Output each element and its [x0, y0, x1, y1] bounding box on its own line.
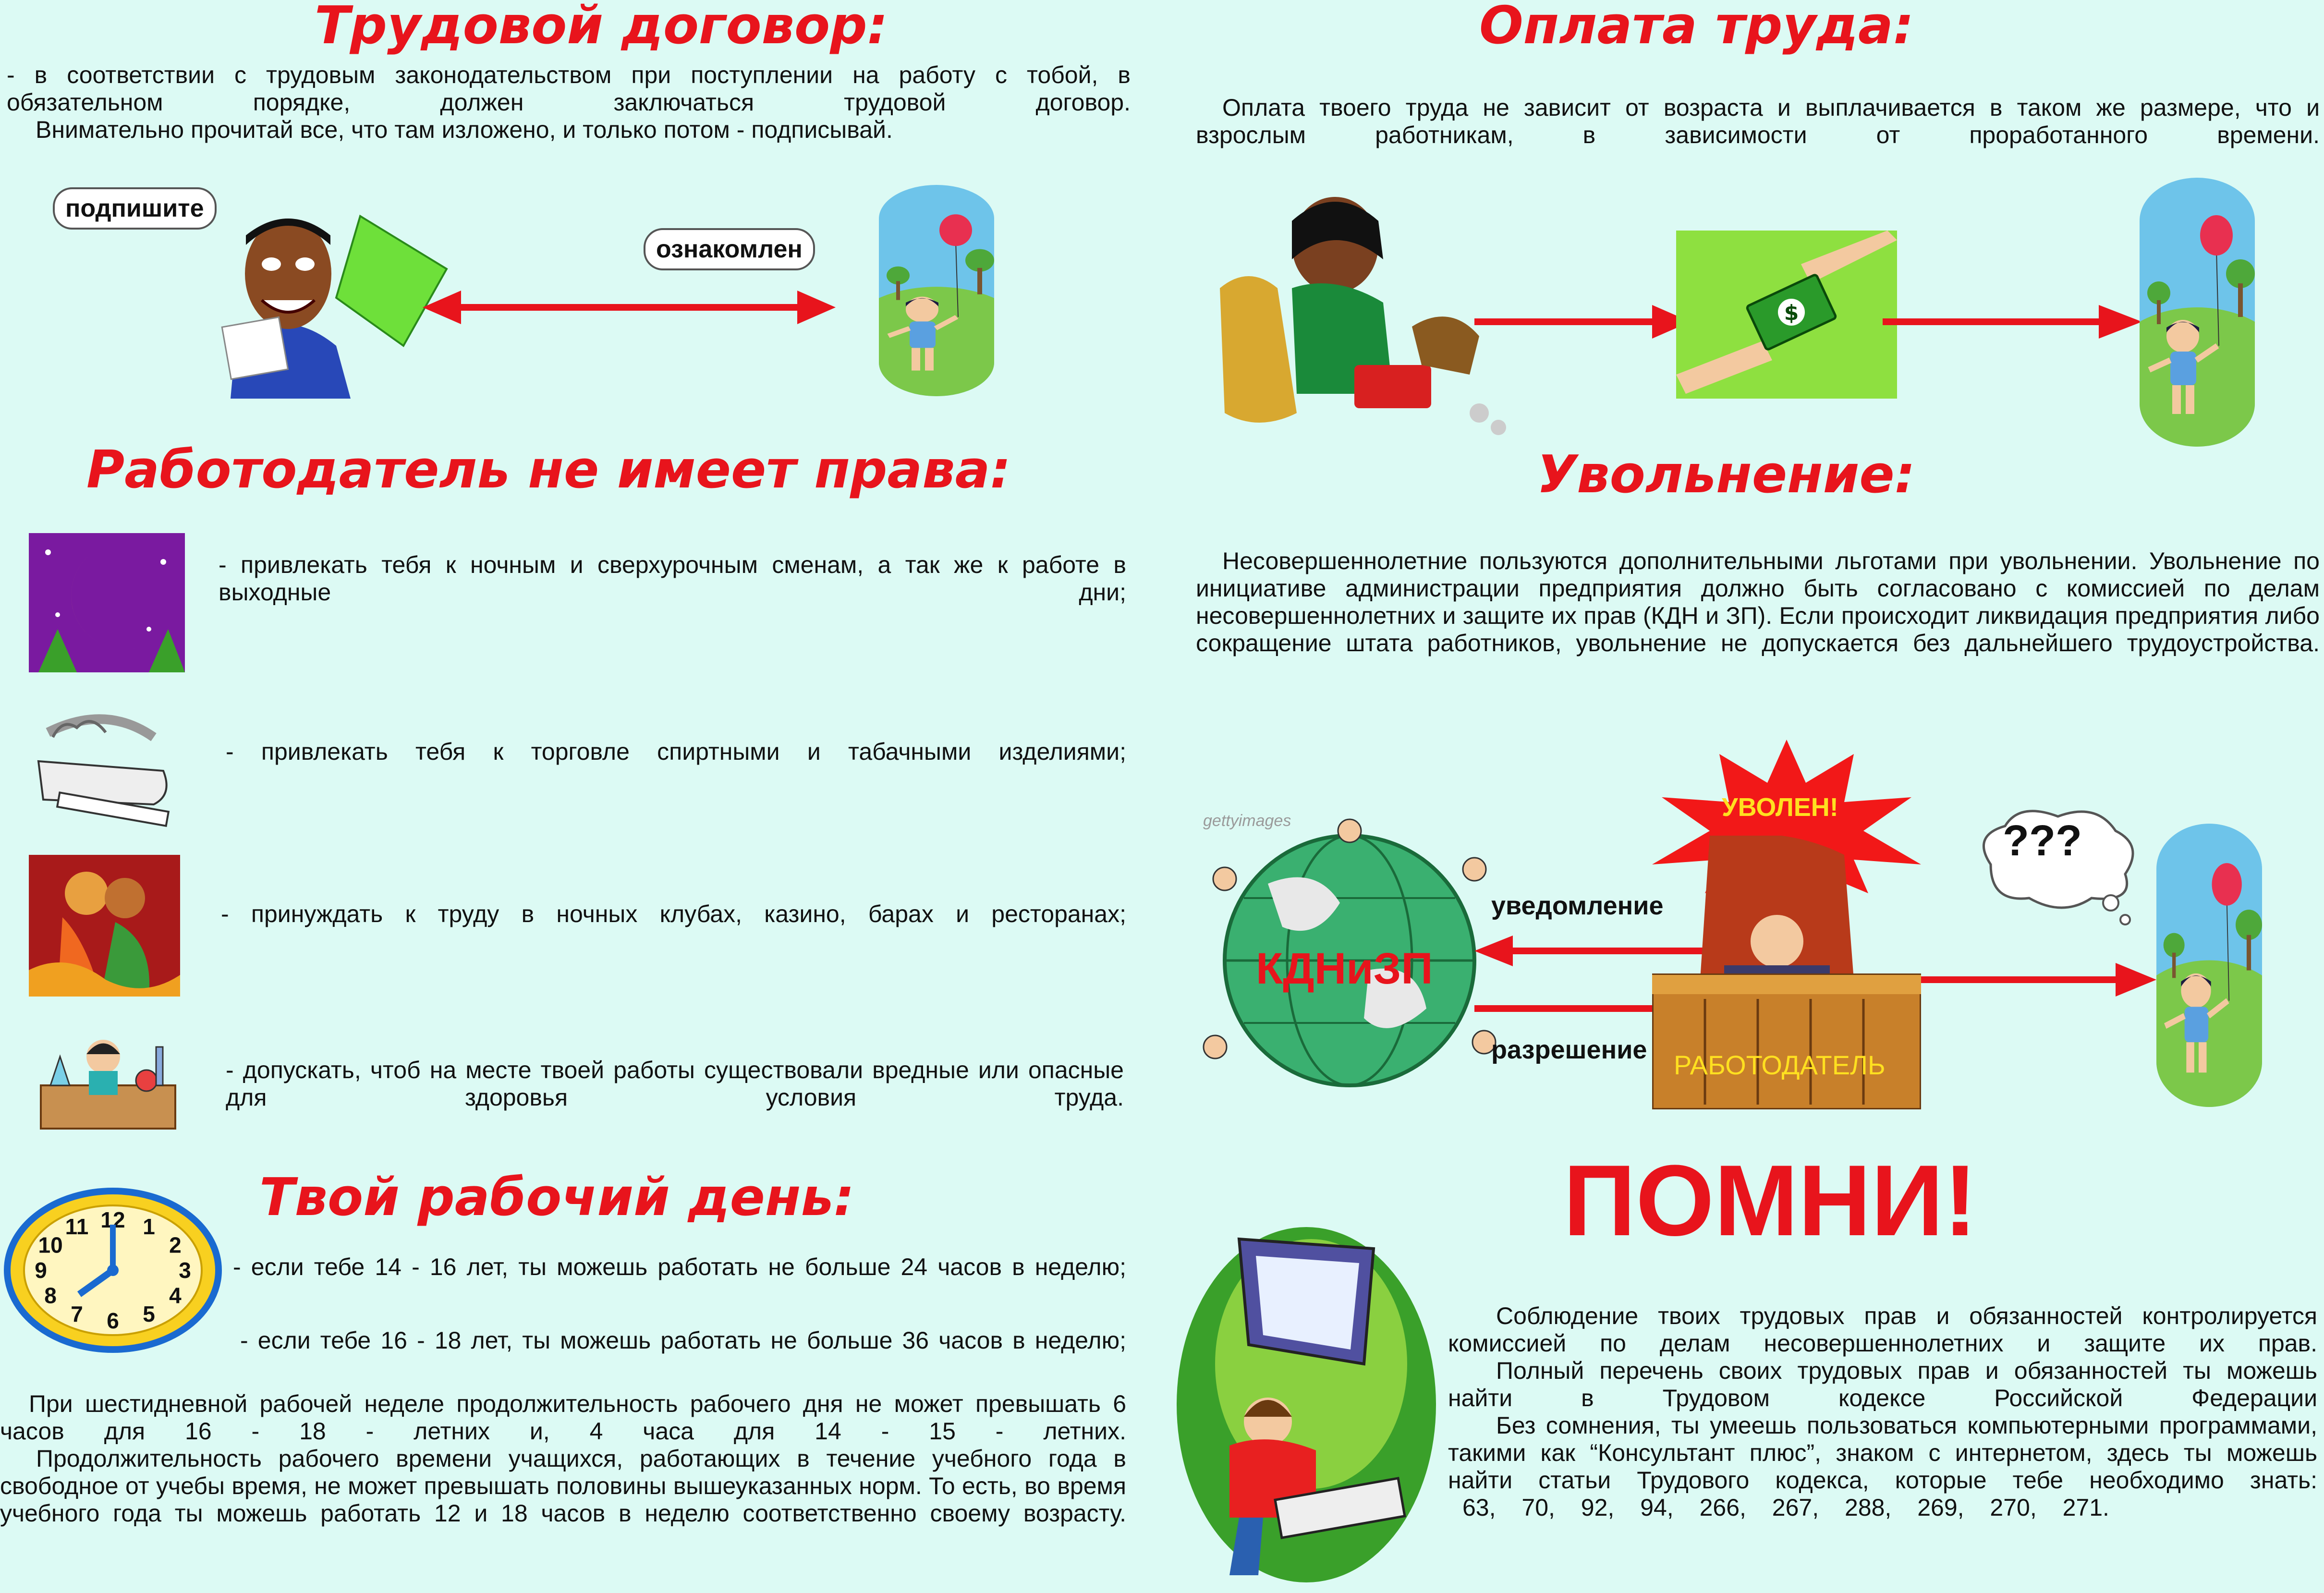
clock-number: 5 [143, 1301, 155, 1326]
employer-label: РАБОТОДАТЕЛЬ [1674, 1050, 1886, 1080]
woman-with-cash-register-icon [1210, 192, 1518, 442]
money-handover-icon [1676, 231, 1897, 399]
workday-text [0, 1390, 1126, 1527]
child-with-balloon-icon [2156, 824, 2262, 1107]
clock-number: 4 [169, 1283, 182, 1308]
dismissal-title: Увольнение: [1537, 445, 1915, 505]
alarm-clock-icon [2, 1186, 223, 1354]
employer-item-3: - принуждать к труду в ночных клубах, казино, барах и ресторанах; [221, 900, 1126, 927]
contract-title: Трудовой договор: [315, 0, 888, 56]
payment-arrow-1 [1474, 298, 1691, 346]
laboratory-icon [31, 1028, 180, 1136]
workday-item-2: - если тебе 16 - 18 лет, ты можешь работать не больше 36 часов в неделю; [240, 1327, 1126, 1354]
dismissal-arrow-to-child [1921, 958, 2156, 1001]
permission-label: разрешение [1491, 1035, 1647, 1064]
payment-arrow-2 [1883, 298, 2142, 346]
workday-text-3: При шестидневной рабочей неделе продолжительность рабочего дня не может превышать 6 часов для 16 - 18 - летних и, 4 часа для 14 - 15 - летних. [0, 1390, 1126, 1445]
payment-text: Оплата твоего труда не зависит от возраста и выплачивается в таком же размере, что и взрослым работникам, в зависимости от проработанного времени. [1196, 94, 2320, 148]
clock-number: 9 [35, 1258, 47, 1283]
cigarette-icon [29, 699, 185, 828]
clock-number: 8 [44, 1283, 57, 1308]
clock-number: 2 [169, 1232, 182, 1258]
remember-text-3: Без сомнения, ты умеешь пользоваться компьютерными программами, такими как “Консультант плюс”, знаком с интернетом, здесь ты можешь найти статьи Трудового кодекса, которые тебе необходимо знать: [1448, 1412, 2317, 1494]
sign-speech-bubble: подпишите [53, 187, 217, 230]
remember-text [1448, 1302, 2317, 1521]
contract-text [7, 61, 1131, 144]
fired-label: УВОЛЕН! [1722, 793, 1838, 822]
remember-text-2: Полный перечень своих трудовых прав и обязанностей ты можешь найти в Трудовом кодексе Российской Федерации [1448, 1357, 2317, 1411]
employer-item-4: - допускать, чтоб на месте твоей работы существовали вредные или опасные для здоровья условия труда. [226, 1057, 1124, 1111]
dancing-couple-icon [29, 855, 180, 997]
remember-text-1: Соблюдение твоих трудовых прав и обязанностей контролируется комиссией по делам несовершеннолетних и защите их прав. [1448, 1302, 2317, 1357]
gettyimages-watermark: gettyimages [1203, 812, 1291, 830]
workday-title: Твой рабочий день: [259, 1167, 854, 1228]
remember-title: ПОМНИ! [1563, 1144, 1977, 1257]
contract-text-1: - в соответствии с трудовым законодательством при поступлении на работу с тобой, в обязательном порядке, должен заключаться трудовой договор. [7, 61, 1131, 116]
child-at-computer-icon [1172, 1220, 1441, 1590]
contract-double-arrow [423, 283, 836, 331]
employer-title: Работодатель не имеет права: [86, 440, 1011, 500]
clock-number: 6 [107, 1308, 119, 1333]
payment-title: Оплата труда: [1479, 0, 1914, 56]
commission-label: КДНиЗП [1256, 944, 1433, 993]
contract-text-2: Внимательно прочитай все, что там изложено, и только потом - подписывай. [36, 116, 893, 143]
clock-number: 3 [179, 1258, 191, 1283]
clock-number: 7 [71, 1301, 83, 1326]
remember-articles: 63, 70, 92, 94, 266, 267, 288, 269, 270, 271. [1462, 1494, 2109, 1521]
moon-night-icon [29, 533, 185, 672]
notice-label: уведомление [1491, 891, 1664, 920]
clock-number: 1 [143, 1214, 155, 1240]
clock-number: 11 [65, 1214, 89, 1240]
employer-item-1: - привлекать тебя к ночным и сверхурочным сменам, а так же к работе в выходные дни; [219, 551, 1126, 606]
svg-text:$: $ [1784, 301, 1799, 325]
question-label: ??? [2003, 817, 2082, 865]
dismissal-text: Несовершеннолетние пользуются дополнительными льготами при увольнении. Увольнение по инициативе администрации предприятия должно быть согласовано с комиссией по делам несовершеннолетних и защите их прав (КДН и ЗП). Если происходит ликвидация предприятия либо сокращение штата работников, увольнение не допускается без дальнейшего трудоустройства. [1196, 547, 2320, 657]
workday-item-1: - если тебе 14 - 16 лет, ты можешь работать не больше 24 часов в неделю; [233, 1253, 1126, 1280]
acknowledged-speech-bubble: ознакомлен [644, 228, 815, 270]
child-with-balloon-icon [2140, 178, 2255, 447]
clock-number: 12 [100, 1207, 125, 1232]
child-with-balloon-icon [879, 185, 994, 396]
clock-number: 10 [38, 1232, 63, 1258]
workday-text-4: Продолжительность рабочего времени учащихся, работающих в течение учебного года в свободное от учебы время, не может превышать половины вышеуказанных норм. То есть, во время учебного года ты можешь работать 12 и 18 часов в неделю соответственно своему возрасту. [0, 1445, 1126, 1527]
employer-item-2: - привлекать тебя к торговле спиртными и табачными изделиями; [226, 738, 1126, 765]
